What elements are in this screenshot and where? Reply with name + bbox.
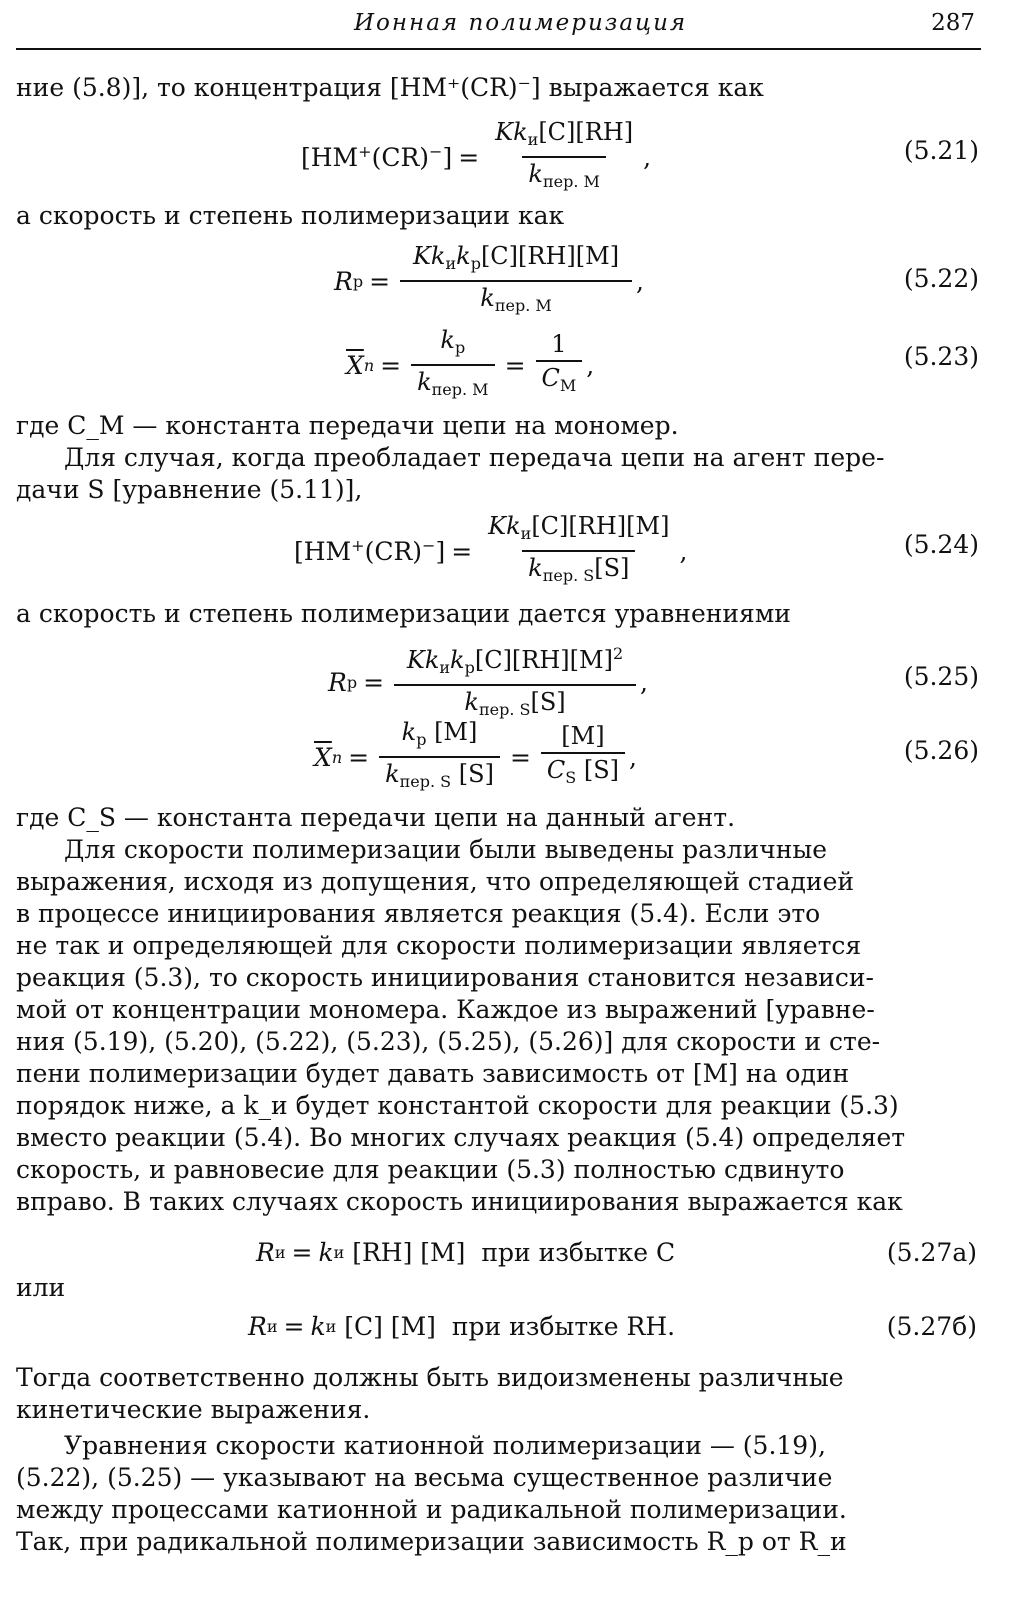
equation-number: (5.21) xyxy=(903,136,979,165)
text-line: а скорость и степень полимеризации дается уравнениями xyxy=(16,599,791,628)
equation-condition: при избытке RH. xyxy=(451,1312,676,1341)
equation-5-27b: R и = k и [C] [M] при избытке RH. (5.27б) xyxy=(248,1312,977,1341)
running-title: Ионная полимеризация xyxy=(354,10,688,36)
paragraph-line: вместо реакции (5.4). Во многих случаях реакция (5.4) определяет xyxy=(16,1123,906,1152)
paragraph-line: пени полимеризации будет давать зависимость от [M] на один xyxy=(16,1059,850,1088)
page-number: 287 xyxy=(931,10,975,36)
equation-number: (5.24) xyxy=(903,530,979,559)
text-line: где C_S — константа передачи цепи на данный агент. xyxy=(16,803,736,832)
equation-5-23: $\overline{X}$ n = $\frac{k_p}{k_{пер. M}}$ = $\frac{1}{C_M}$ , (5.23) xyxy=(16,326,981,396)
text-line: дачи S [уравнение (5.11)], xyxy=(16,475,363,504)
paragraph-line: между процессами катионной и радикальной полимеризации. xyxy=(16,1495,847,1524)
equation-number: (5.27б) xyxy=(886,1312,977,1341)
equation-5-24: [HM+(CR)−] = $\frac{Kk_и[C][RH][M]}{k_{пер. S}[S]}$ , (5.24) xyxy=(16,512,981,582)
equation-number: (5.22) xyxy=(903,264,979,293)
equation-5-21: [HM+(CR)−] = $\frac{Kk_и[C][RH]}{k_{пер. M}}$ , (5.21) xyxy=(16,118,981,188)
paragraph-line: вправо. В таких случаях скорость инициирования выражается как xyxy=(16,1187,903,1216)
paragraph-line: порядок ниже, а k_и будет константой скорости для реакции (5.3) xyxy=(16,1091,899,1120)
equation-5-27a: R и = k и [RH] [M] при избытке C (5.27а) xyxy=(256,1238,977,1267)
paragraph-line: (5.22), (5.25) — указывают на весьма существенное различие xyxy=(16,1463,833,1492)
paragraph-line: Для скорости полимеризации были выведены различные xyxy=(64,835,828,864)
paragraph-line: Тогда соответственно должны быть видоизменены различные xyxy=(16,1363,844,1392)
book-page xyxy=(16,0,981,1601)
text-line: где C_M — константа передачи цепи на мономер. xyxy=(16,411,679,440)
paragraph-line: мой от концентрации мономера. Каждое из выражений [уравне- xyxy=(16,995,875,1024)
text-line: или xyxy=(16,1273,66,1302)
paragraph-line: кинетические выражения. xyxy=(16,1395,371,1424)
paragraph-line: реакция (5.3), то скорость инициирования становится независи- xyxy=(16,963,874,992)
equation-5-22: R p = $\frac{Kk_иk_p[C][RH][M]}{k_{пер. M}}$ , (5.22) xyxy=(16,242,981,312)
running-header xyxy=(16,10,981,44)
text-line: Для случая, когда преобладает передача цепи на агент пере- xyxy=(64,443,885,472)
equation-number: (5.23) xyxy=(903,342,979,371)
equation-5-26: $\overline{X}$ n = $\frac{k_p [M]}{k_{пер. S} [S]}$ = $\frac{[M]}{C_S [S]}$ , (5.26) xyxy=(16,718,981,788)
equation-5-25: R p = $\frac{Kk_иk_p[C][RH][M]^2}{k_{пер. S}[S]}$ , (5.25) xyxy=(16,640,981,710)
paragraph-line: выражения, исходя из допущения, что определяющей стадией xyxy=(16,867,855,896)
paragraph-line: Уравнения скорости катионной полимеризации — (5.19), xyxy=(64,1431,826,1460)
equation-condition: при избытке C xyxy=(481,1238,676,1267)
paragraph-line: в процессе инициирования является реакция (5.4). Если это xyxy=(16,899,821,928)
header-rule xyxy=(16,48,981,50)
paragraph-line: ния (5.19), (5.20), (5.22), (5.23), (5.25), (5.26)] для скорости и сте- xyxy=(16,1027,881,1056)
text-line: а скорость и степень полимеризации как xyxy=(16,201,565,230)
paragraph-line: не так и определяющей для скорости полимеризации является xyxy=(16,931,862,960)
equation-number: (5.25) xyxy=(903,662,979,691)
equation-number: (5.26) xyxy=(903,736,979,765)
paragraph-line: скорость, и равновесие для реакции (5.3) полностью сдвинуто xyxy=(16,1155,845,1184)
text-line: ние (5.8)], то концентрация [HM⁺(CR)⁻] выражается как xyxy=(16,73,764,102)
paragraph-line: Так, при радикальной полимеризации зависимость R_p от R_и xyxy=(16,1527,847,1556)
equation-number: (5.27а) xyxy=(886,1238,977,1267)
